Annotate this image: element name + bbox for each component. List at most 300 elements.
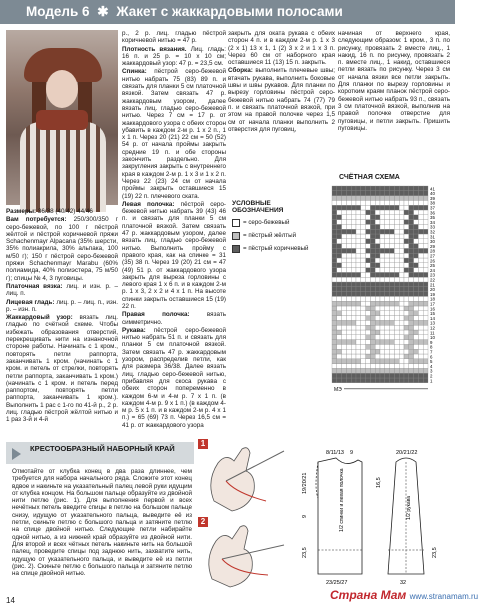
- chart-cell: [342, 234, 347, 239]
- chart-cell: [342, 340, 347, 345]
- chart-cell: [404, 234, 409, 239]
- chart-cell: [342, 296, 347, 301]
- chart-cell: [375, 354, 380, 359]
- chart-cell: [361, 244, 366, 249]
- chart-cell: [394, 234, 399, 239]
- chart-cell: [375, 200, 380, 205]
- chart-cell: [423, 253, 428, 258]
- chart-cell: [356, 191, 361, 196]
- chart-cell: [332, 296, 337, 301]
- chart-cell: [337, 234, 342, 239]
- chart-cell: [399, 354, 404, 359]
- chart-cell: [390, 354, 395, 359]
- chart-cell: [404, 215, 409, 220]
- chart-cell: [342, 191, 347, 196]
- chart-cell: [399, 248, 404, 253]
- chart-cell: [342, 316, 347, 321]
- chart-cell: [346, 229, 351, 234]
- schematic-top-back: 8/11/13: [326, 450, 344, 456]
- chart-cell: [370, 239, 375, 244]
- chart-cell: [370, 364, 375, 369]
- chart-cell: [399, 196, 404, 201]
- chart-cell: [394, 248, 399, 253]
- chart-cell: [399, 263, 404, 268]
- chart-cell: [418, 325, 423, 330]
- chart-cell: [351, 311, 356, 316]
- chart-cell: [342, 368, 347, 373]
- chart-row-number: 10: [430, 335, 435, 341]
- chart-cell: [351, 239, 356, 244]
- chart-cell: [399, 325, 404, 330]
- chart-cell: [394, 320, 399, 325]
- chart-cell: [356, 344, 361, 349]
- text-column-4: [338, 30, 450, 133]
- legend-label: = пёстрый коричневый: [243, 245, 309, 253]
- chart-cell: [332, 364, 337, 369]
- schematic-sleeve-h: 23,5: [432, 547, 438, 558]
- chart-cell: [404, 210, 409, 215]
- chart-cell: [361, 354, 366, 359]
- chart-cell: [385, 320, 390, 325]
- chart-cell: [346, 234, 351, 239]
- chart-cell: [380, 311, 385, 316]
- chart-cell: [361, 296, 366, 301]
- chart-cell: [351, 306, 356, 311]
- chart-cell: [356, 292, 361, 297]
- chart-cell: [404, 306, 409, 311]
- schematic-top-sleeve: 20/21/22: [396, 450, 418, 456]
- chart-cell: [390, 234, 395, 239]
- chart-cell: [342, 248, 347, 253]
- chart-cell: [342, 200, 347, 205]
- chart-cell: [356, 263, 361, 268]
- chart-cell: [370, 258, 375, 263]
- chart-cell: [332, 200, 337, 205]
- chart-cell: [366, 210, 371, 215]
- chart-cell: [418, 344, 423, 349]
- chart-cell: [409, 320, 414, 325]
- chart-cell: [351, 205, 356, 210]
- chart-cell: [346, 349, 351, 354]
- chart-cell: [356, 268, 361, 273]
- schematic-lower-h: 23,5: [302, 547, 308, 558]
- chart-cell: [414, 210, 419, 215]
- chart-cell: [414, 316, 419, 321]
- chart-cell: [414, 335, 419, 340]
- chart-cell: [399, 268, 404, 273]
- chart-cell: [356, 349, 361, 354]
- chart-cell: [409, 373, 414, 378]
- chart-cell: [418, 349, 423, 354]
- sizes-label: Размеры:: [6, 208, 37, 215]
- chart-cell: [361, 287, 366, 292]
- chart-cell: [370, 268, 375, 273]
- chart-cell: [409, 292, 414, 297]
- chart-cell: [409, 306, 414, 311]
- chart-cell: [404, 200, 409, 205]
- chart-cell: [332, 330, 337, 335]
- chart-cell: [332, 191, 337, 196]
- chart-cell: [385, 287, 390, 292]
- chart-cell: [366, 186, 371, 191]
- chart-cell: [337, 354, 342, 359]
- chart-cell: [342, 282, 347, 287]
- chart-cell: [394, 373, 399, 378]
- chart-cell: [346, 248, 351, 253]
- chart-cell: [366, 224, 371, 229]
- chart-cell: [361, 282, 366, 287]
- chart-row-number: 18: [430, 296, 435, 302]
- schematic-sleeve-cap-h: 16,5: [376, 477, 382, 488]
- chart-cell: [361, 335, 366, 340]
- chart-cell: [390, 378, 395, 383]
- chart-cell: [337, 320, 342, 325]
- chart-cell: [351, 200, 356, 205]
- chart-cell: [414, 200, 419, 205]
- chart-cell: [404, 344, 409, 349]
- chart-cell: [375, 220, 380, 225]
- chart-cell: [370, 359, 375, 364]
- chart-cell: [423, 340, 428, 345]
- chart-row-number: 6: [430, 354, 433, 360]
- chart-cell: [409, 210, 414, 215]
- chart-cell: [375, 344, 380, 349]
- chart-legend: [232, 200, 324, 258]
- chart-cell: [394, 325, 399, 330]
- knitting-chart: [318, 182, 454, 437]
- chart-cell: [394, 311, 399, 316]
- chart-cell: [409, 239, 414, 244]
- chart-cell: [380, 306, 385, 311]
- legend-label: = пёстрый жёлтый: [243, 232, 297, 240]
- photo-scarf: [36, 110, 88, 130]
- chart-row-number: 31: [430, 234, 435, 240]
- chart-cell: [418, 248, 423, 253]
- chart-cell: [375, 272, 380, 277]
- chart-cell: [409, 368, 414, 373]
- chart-cell: [370, 320, 375, 325]
- chart-cell: [414, 244, 419, 249]
- chart-cell: [409, 301, 414, 306]
- chart-cell: [399, 373, 404, 378]
- chart-cell: [342, 253, 347, 258]
- chart-cell: [418, 220, 423, 225]
- chart-cell: [385, 364, 390, 369]
- chart-cell: [423, 200, 428, 205]
- chart-cell: [418, 234, 423, 239]
- chart-cell: [414, 224, 419, 229]
- chart-cell: [404, 253, 409, 258]
- chart-cell: [346, 268, 351, 273]
- chart-cell: [394, 191, 399, 196]
- chart-cell: [366, 200, 371, 205]
- chart-cell: [332, 258, 337, 263]
- chart-cell: [370, 200, 375, 205]
- chart-cell: [375, 301, 380, 306]
- chart-cell: [361, 301, 366, 306]
- chart-cell: [423, 239, 428, 244]
- chart-cell: [418, 335, 423, 340]
- chart-cell: [356, 229, 361, 234]
- chart-row-number: 33: [430, 224, 435, 230]
- chart-cell: [404, 229, 409, 234]
- chart-cell: [332, 340, 337, 345]
- chart-cell: [399, 258, 404, 263]
- chart-cell: [380, 244, 385, 249]
- chart-cell: [409, 359, 414, 364]
- chart-cell: [380, 359, 385, 364]
- stockinette-label: Лицевая гладь:: [6, 298, 55, 306]
- chart-cell: [361, 234, 366, 239]
- chart-cell: [351, 325, 356, 330]
- chart-cell: [390, 344, 395, 349]
- chart-cell: [346, 359, 351, 364]
- chart-cell: [418, 215, 423, 220]
- chart-cell: [370, 272, 375, 277]
- chart-cell: [332, 234, 337, 239]
- chart-cell: [375, 359, 380, 364]
- chart-cell: [385, 306, 390, 311]
- chart-cell: [380, 248, 385, 253]
- chart-cell: [337, 229, 342, 234]
- chart-cell: [399, 296, 404, 301]
- chart-cell: [346, 311, 351, 316]
- chart-cell: [337, 210, 342, 215]
- chart-cell: [394, 359, 399, 364]
- chart-cell: [380, 316, 385, 321]
- back-label: Спинка:: [122, 68, 147, 76]
- chart-cell: [394, 196, 399, 201]
- chart-cell: [342, 186, 347, 191]
- chart-cell: [399, 205, 404, 210]
- chart-cell: [332, 220, 337, 225]
- chart-cell: [356, 354, 361, 359]
- chart-cell: [370, 330, 375, 335]
- chart-cell: [409, 258, 414, 263]
- chart-cell: [337, 311, 342, 316]
- chart-cell: [385, 253, 390, 258]
- chart-cell: [351, 354, 356, 359]
- chart-cell: [366, 244, 371, 249]
- header-title: Жакет с жаккардовыми полосами: [116, 4, 343, 19]
- chart-cell: [385, 248, 390, 253]
- chart-cell: [414, 272, 419, 277]
- chart-cell: [380, 296, 385, 301]
- chart-cell: [390, 268, 395, 273]
- chart-cell: [423, 316, 428, 321]
- chart-cell: [390, 200, 395, 205]
- chart-cell: [394, 316, 399, 321]
- chart-cell: [346, 191, 351, 196]
- chart-cell: [356, 272, 361, 277]
- chart-cell: [404, 272, 409, 277]
- chart-cell: [332, 354, 337, 359]
- chart-cell: [399, 344, 404, 349]
- chart-cell: [390, 277, 395, 282]
- chart-cell: [346, 330, 351, 335]
- chart-cell: [394, 330, 399, 335]
- chart-cell: [356, 301, 361, 306]
- chart-cell: [394, 368, 399, 373]
- chart-cell: [332, 306, 337, 311]
- chart-cell: [394, 258, 399, 263]
- chart-row-number: 38: [430, 200, 435, 206]
- chart-cell: [394, 272, 399, 277]
- chart-cell: [351, 282, 356, 287]
- chart-cell: [370, 354, 375, 359]
- chart-cell: [418, 210, 423, 215]
- chart-cell: [414, 320, 419, 325]
- text-column-2: [122, 30, 226, 430]
- chart-cell: [404, 340, 409, 345]
- chart-cell: [346, 205, 351, 210]
- intro-text: р., 2 р. лиц. гладью пёстрой коричневой нитью = 47 р.: [122, 30, 226, 45]
- chart-cell: [356, 210, 361, 215]
- chart-cell: [346, 239, 351, 244]
- schematic-top-back-2: 9: [350, 450, 354, 456]
- chart-cell: [423, 301, 428, 306]
- chart-cell: [385, 224, 390, 229]
- chart-cell: [342, 215, 347, 220]
- chart-cell: [332, 292, 337, 297]
- chart-cell: [423, 282, 428, 287]
- buttonholes-text: начиная от верхнего края, следующим образом: 1 кром., 3 п. по рисунку, провязать 2 вместе лиц., 1 накид, 16 п. по рисунку, провязать 2 п. вместе лиц., 1 накид, оставшиеся петли вязать по рисунку. Через 3 см от начала вязки все петли закрыть. Для планки по вырезу горловины и коротким краям планок пёстрой серо-бежевой нитью набрать 93 п., связать 3 см платочной вязкой, выполнив на правой полочке отверстие для пуговицы, и петли закрыть. Пришить пуговицы.: [338, 30, 450, 132]
- chart-cell: [375, 277, 380, 282]
- chart-cell: [418, 359, 423, 364]
- chart-cell: [399, 340, 404, 345]
- chart-cell: [423, 354, 428, 359]
- chart-cell: [399, 330, 404, 335]
- chart-cell: [390, 301, 395, 306]
- chart-cell: [409, 354, 414, 359]
- chart-cell: [342, 239, 347, 244]
- chart-cell: [409, 287, 414, 292]
- legend-item: [232, 245, 324, 253]
- chart-cell: [346, 258, 351, 263]
- chart-cell: [375, 325, 380, 330]
- left-front-text: пёстрой серо-бежевой нитью набрать 39 (43) 46 п. и связать для планки 5 см платочной вязкой. Затем связать 47 р. жаккардовым узором, далее вязать лиц. гладью серо-бежевой нитью. Выполнить пройму с правого края, как на спинке = 31 (35) 38 п. Через 19 (20) 21 см = 47 (49) 51 р. от жаккардового узора закрыть для выреза горловины с левого края 1 х 6 п. и в каждом 2-м р. 1 х 3, 2 х 2 и 4 х 1 п. На высоте спинки закрыть оставшиеся 15 (19) 22 п.: [122, 200, 227, 310]
- chart-cell: [370, 368, 375, 373]
- garter-label: Платочная вязка:: [6, 282, 63, 290]
- chart-cell: [366, 378, 371, 383]
- chart-cell: [375, 296, 380, 301]
- chart-cell: [361, 364, 366, 369]
- chart-cell: [409, 215, 414, 220]
- chart-cell: [418, 292, 423, 297]
- chart-cell: [346, 320, 351, 325]
- chart-cell: [342, 287, 347, 292]
- chart-cell: [409, 311, 414, 316]
- chart-cell: [356, 330, 361, 335]
- chart-cell: [423, 306, 428, 311]
- chart-cell: [366, 354, 371, 359]
- chart-cell: [332, 244, 337, 249]
- chart-cell: [394, 253, 399, 258]
- chart-cell: [385, 378, 390, 383]
- chart-cell: [409, 186, 414, 191]
- chart-row-number: 21: [430, 282, 435, 288]
- chart-cell: [385, 229, 390, 234]
- chart-cell: [414, 239, 419, 244]
- legend-title: УСЛОВНЫЕ ОБОЗНАЧЕНИЯ: [232, 200, 284, 215]
- chart-cell: [375, 258, 380, 263]
- chart-row-number: 40: [430, 191, 435, 197]
- chart-cell: [409, 248, 414, 253]
- chart-row-number: 29: [430, 243, 435, 249]
- chart-cell: [423, 215, 428, 220]
- chart-cell: [351, 229, 356, 234]
- chart-cell: [356, 277, 361, 282]
- chart-cell: [380, 229, 385, 234]
- chart-cell: [399, 191, 404, 196]
- chart-cell: [418, 340, 423, 345]
- chart-cell: [361, 349, 366, 354]
- chart-cell: [361, 344, 366, 349]
- chart-cell: [399, 316, 404, 321]
- chart-cell: [351, 330, 356, 335]
- chart-cell: [380, 287, 385, 292]
- chart-cell: [380, 320, 385, 325]
- chart-cell: [394, 335, 399, 340]
- chart-cell: [366, 272, 371, 277]
- chart-cell: [346, 282, 351, 287]
- chart-cell: [346, 272, 351, 277]
- model-photo: [6, 30, 118, 205]
- chart-cell: [390, 210, 395, 215]
- chart-cell: [418, 268, 423, 273]
- chart-cell: [356, 244, 361, 249]
- chart-cell: [342, 354, 347, 359]
- chart-cell: [332, 335, 337, 340]
- chart-cell: [404, 196, 409, 201]
- chart-row-number: 1: [430, 378, 433, 384]
- chart-cell: [370, 234, 375, 239]
- chart-cell: [409, 282, 414, 287]
- chart-cell: [366, 292, 371, 297]
- chart-cell: [366, 191, 371, 196]
- chart-cell: [423, 378, 428, 383]
- chart-cell: [337, 282, 342, 287]
- legend-item: [232, 232, 324, 240]
- chart-cell: [390, 340, 395, 345]
- photo-face: [46, 70, 78, 108]
- chart-cell: [404, 349, 409, 354]
- chart-cell: [380, 220, 385, 225]
- chart-cell: [418, 205, 423, 210]
- chart-cell: [385, 258, 390, 263]
- chart-cell: [351, 253, 356, 258]
- chart-cell: [332, 253, 337, 258]
- stockinette-text: лиц. р. – лиц. п., изн. р. – изн. п.: [6, 298, 119, 313]
- chart-cell: [332, 210, 337, 215]
- chart-cell: [332, 239, 337, 244]
- chart-cell: [385, 234, 390, 239]
- chart-cell: [409, 196, 414, 201]
- chart-cell: [346, 364, 351, 369]
- chart-cell: [404, 378, 409, 383]
- chart-cell: [385, 210, 390, 215]
- chart-cell: [332, 316, 337, 321]
- chart-cell: [404, 335, 409, 340]
- chart-cell: [394, 210, 399, 215]
- chart-cell: [332, 248, 337, 253]
- chart-cell: [394, 229, 399, 234]
- chart-cell: [361, 340, 366, 345]
- chart-cell: [332, 301, 337, 306]
- chart-cell: [385, 191, 390, 196]
- chart-cell: [337, 272, 342, 277]
- chart-cell: [361, 277, 366, 282]
